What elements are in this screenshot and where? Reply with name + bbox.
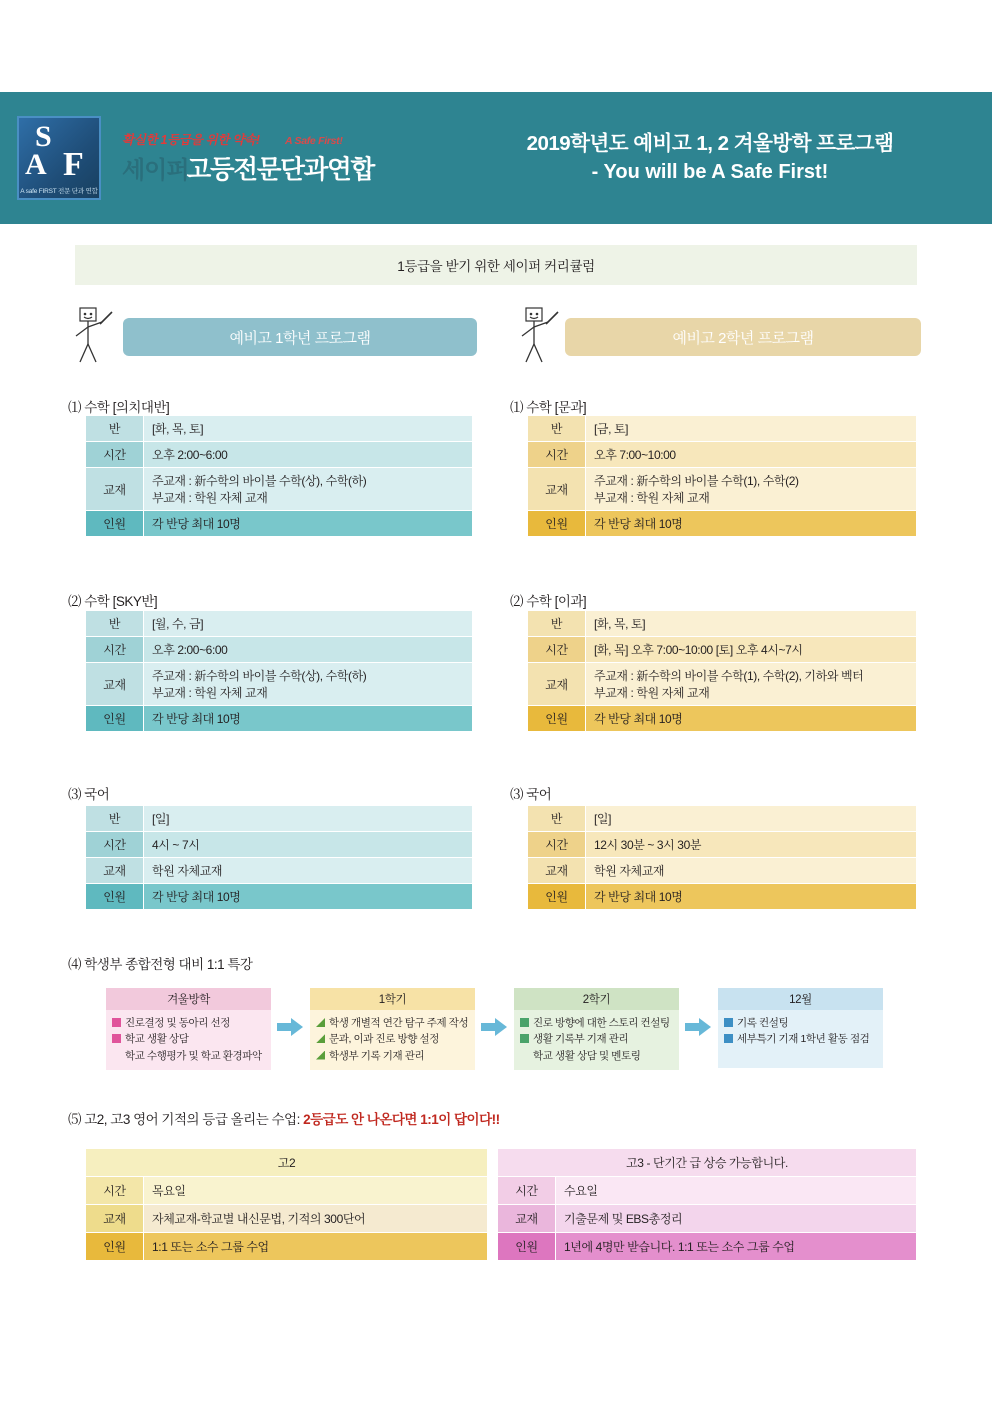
- row-value: [586, 663, 917, 706]
- bullet-icon: [724, 1018, 733, 1027]
- flow-body: [514, 1010, 679, 1070]
- header-title-line2: - You will be A Safe First!: [591, 161, 829, 184]
- book-secondary: 부교재 : 학원 자체 교재: [152, 686, 268, 700]
- arrow-icon-3: [685, 1018, 711, 1036]
- row-key: 시간: [528, 442, 586, 468]
- row-key: 교재: [528, 663, 586, 706]
- row-key: 시간: [528, 832, 586, 858]
- header-banner: [0, 92, 992, 224]
- curriculum-strip: 1등급을 받기 위한 세이퍼 커리큘럼: [75, 245, 917, 285]
- left-table-korean: [85, 805, 473, 910]
- row-key: 교재: [86, 858, 144, 884]
- bullet-icon: [316, 1034, 325, 1043]
- row-value: 기출문제 및 EBS총정리: [556, 1205, 917, 1233]
- row-key: 교재: [86, 1205, 144, 1233]
- brand-promise-kr: 확실한 1등급을 위한 약속!: [122, 133, 260, 147]
- flow-title: 겨울방학: [106, 988, 271, 1010]
- left-table-math-medical: [85, 415, 473, 537]
- row-key: 시간: [86, 832, 144, 858]
- table-english-grade3: [497, 1148, 917, 1261]
- row-value: [화, 목, 토]: [586, 611, 917, 637]
- row-key: 교재: [528, 858, 586, 884]
- row-key: 반: [528, 806, 586, 832]
- row-key: 교재: [498, 1205, 556, 1233]
- table-header: 고3 - 단기간 급 상승 가능합니다.: [498, 1149, 917, 1177]
- section4-label: ⑷ 학생부 종합전형 대비 1:1 특강: [68, 957, 253, 972]
- row-value: 자체교재-학교별 내신문법, 기적의 300단어: [144, 1205, 488, 1233]
- book-primary: 주교재 : 新수학의 바이블 수학(1), 수학(2), 기하와 벡터: [594, 669, 864, 683]
- bullet-icon: [316, 1051, 325, 1060]
- asf-logo-icon: [17, 116, 101, 200]
- flow-item: 학교 생활 상담: [125, 1033, 189, 1046]
- row-key: 인원: [86, 884, 144, 910]
- book-secondary: 부교재 : 학원 자체 교재: [152, 491, 268, 505]
- row-value: [586, 468, 917, 511]
- program-title-grade2: 예비고 2학년 프로그램: [565, 318, 921, 356]
- logo-letter-f: F: [63, 146, 84, 183]
- bullet-icon: [520, 1018, 529, 1027]
- right-table-korean: [527, 805, 917, 910]
- row-value: 각 반당 최대 10명: [144, 511, 473, 537]
- row-value: [금, 토]: [586, 416, 917, 442]
- row-value: 각 반당 최대 10명: [586, 884, 917, 910]
- flow-item: 진로결정 및 동아리 선정: [125, 1017, 230, 1029]
- flow-box-semester1: [310, 988, 475, 1070]
- flow-body: [310, 1010, 475, 1070]
- row-value: 학원 자체교재: [586, 858, 917, 884]
- right-section3-label: ⑶ 국어: [510, 787, 552, 802]
- program-title-grade1: 예비고 1학년 프로그램: [123, 318, 477, 356]
- row-value: 오후 7:00~10:00: [586, 442, 917, 468]
- left-table-math-sky: [85, 610, 473, 732]
- header-title-line1: 2019학년도 예비고 1, 2 겨울방학 프로그램: [526, 131, 894, 155]
- flow-item: 학생부 기록 기재 관리: [329, 1049, 425, 1062]
- flow-item: 세부특기 기재 1학년 활동 점검: [737, 1033, 870, 1046]
- row-value: 1:1 또는 소수 그룹 수업: [144, 1233, 488, 1261]
- row-key: 인원: [86, 706, 144, 732]
- row-value: 학원 자체교재: [144, 858, 473, 884]
- brand-title: 고등전문단과연합: [186, 156, 375, 184]
- row-value: 오후 2:00~6:00: [144, 637, 473, 663]
- row-key: 교재: [86, 663, 144, 706]
- brand-block: [118, 130, 448, 186]
- flow-box-december: [718, 988, 883, 1068]
- section5-label: [68, 1108, 500, 1128]
- arrow-icon-2: [481, 1018, 507, 1036]
- row-value: [144, 663, 473, 706]
- left-section1-label: ⑴ 수학 [의치대반]: [68, 400, 170, 415]
- flow-item: 학교 수행평가 및 학교 환경파악: [125, 1049, 262, 1062]
- row-key: 인원: [498, 1233, 556, 1261]
- brand-promise: [122, 130, 448, 148]
- flow-item: 진로 방향에 대한 스토리 컨설팅: [533, 1017, 670, 1029]
- arrow-icon-1: [277, 1018, 303, 1036]
- book-secondary: 부교재 : 학원 자체 교재: [594, 491, 710, 505]
- flow-title: 1학기: [310, 988, 475, 1010]
- section5-label-plain: ⑸ 고2, 고3 영어 기적의 등급 올리는 수업:: [68, 1112, 304, 1127]
- row-key: 시간: [528, 637, 586, 663]
- section5-label-highlight: 2등급도 안 나온다면 1:1이 답이다!!: [303, 1112, 500, 1127]
- row-key: 인원: [528, 706, 586, 732]
- right-table-math-science: [527, 610, 917, 732]
- row-key: 반: [86, 611, 144, 637]
- row-key: 시간: [498, 1177, 556, 1205]
- bullet-icon: [112, 1018, 121, 1027]
- header-title: [448, 129, 992, 188]
- logo-caption: A safe FIRST 전문 단과 연합: [20, 188, 98, 195]
- left-section2-label: ⑵ 수학 [SKY반]: [68, 594, 158, 609]
- logo-letter-s: S: [35, 120, 52, 153]
- row-value: [일]: [586, 806, 917, 832]
- row-value: [화, 목, 토]: [144, 416, 473, 442]
- flow-item: 학생 개별적 연간 탐구 주제 작성: [329, 1017, 469, 1029]
- row-key: 인원: [528, 884, 586, 910]
- row-key: 반: [528, 416, 586, 442]
- row-value: 12시 30분 ~ 3시 30분: [586, 832, 917, 858]
- flow-item: 문과, 이과 진로 방향 설정: [329, 1033, 440, 1046]
- flow-body: [718, 1010, 883, 1068]
- logo-letter-a: A: [25, 148, 47, 181]
- flow-title: 2학기: [514, 988, 679, 1010]
- right-table-math-liberal: [527, 415, 917, 537]
- brand-safer: 세이퍼: [122, 157, 189, 184]
- row-value: [월, 수, 금]: [144, 611, 473, 637]
- row-key: 인원: [86, 1233, 144, 1261]
- bullet-icon: [112, 1034, 121, 1043]
- table-english-grade2: [85, 1148, 488, 1261]
- left-section3-label: ⑶ 국어: [68, 787, 110, 802]
- row-value: 각 반당 최대 10명: [586, 706, 917, 732]
- stickman-icon-left: [72, 306, 114, 364]
- row-value: [일]: [144, 806, 473, 832]
- row-value: 각 반당 최대 10명: [144, 884, 473, 910]
- row-key: 시간: [86, 637, 144, 663]
- book-primary: 주교재 : 新수학의 바이블 수학(상), 수학(하): [152, 474, 367, 488]
- flow-item: 기록 컨설팅: [737, 1017, 789, 1029]
- bullet-icon: [724, 1034, 733, 1043]
- row-key: 반: [86, 416, 144, 442]
- row-key: 시간: [86, 1177, 144, 1205]
- flow-item: 학교 생활 상담 및 멘토링: [533, 1049, 641, 1062]
- right-section2-label: ⑵ 수학 [이과]: [510, 594, 587, 609]
- flow-item: 생활 기록부 기재 관리: [533, 1033, 629, 1046]
- bullet-icon: [520, 1034, 529, 1043]
- row-key: 반: [528, 611, 586, 637]
- row-value: [144, 468, 473, 511]
- right-section1-label: ⑴ 수학 [문과]: [510, 400, 587, 415]
- brand-promise-en: A Safe First!: [284, 135, 343, 147]
- row-value: [화, 목] 오후 7:00~10:00 [토] 오후 4시~7시: [586, 637, 917, 663]
- flow-title: 12월: [718, 988, 883, 1010]
- book-primary: 주교재 : 新수학의 바이블 수학(1), 수학(2): [594, 474, 799, 488]
- logo-wrap: [0, 116, 118, 200]
- row-value: 1년에 4명만 받습니다. 1:1 또는 소수 그룹 수업: [556, 1233, 917, 1261]
- stickman-icon-right: [518, 306, 560, 364]
- row-key: 교재: [528, 468, 586, 511]
- bullet-icon: [316, 1018, 325, 1027]
- row-value: 수요일: [556, 1177, 917, 1205]
- row-key: 교재: [86, 468, 144, 511]
- row-value: 오후 2:00~6:00: [144, 442, 473, 468]
- row-value: 각 반당 최대 10명: [586, 511, 917, 537]
- row-value: 4시 ~ 7시: [144, 832, 473, 858]
- book-secondary: 부교재 : 학원 자체 교재: [594, 686, 710, 700]
- flow-body: [106, 1010, 271, 1070]
- row-key: 반: [86, 806, 144, 832]
- flow-box-winter: [106, 988, 271, 1070]
- brand-name-row: [122, 150, 448, 186]
- table-header: 고2: [86, 1149, 488, 1177]
- row-value: 목요일: [144, 1177, 488, 1205]
- book-primary: 주교재 : 新수학의 바이블 수학(상), 수학(하): [152, 669, 367, 683]
- flow-box-semester2: [514, 988, 679, 1070]
- row-key: 인원: [86, 511, 144, 537]
- row-value: 각 반당 최대 10명: [144, 706, 473, 732]
- row-key: 인원: [528, 511, 586, 537]
- row-key: 시간: [86, 442, 144, 468]
